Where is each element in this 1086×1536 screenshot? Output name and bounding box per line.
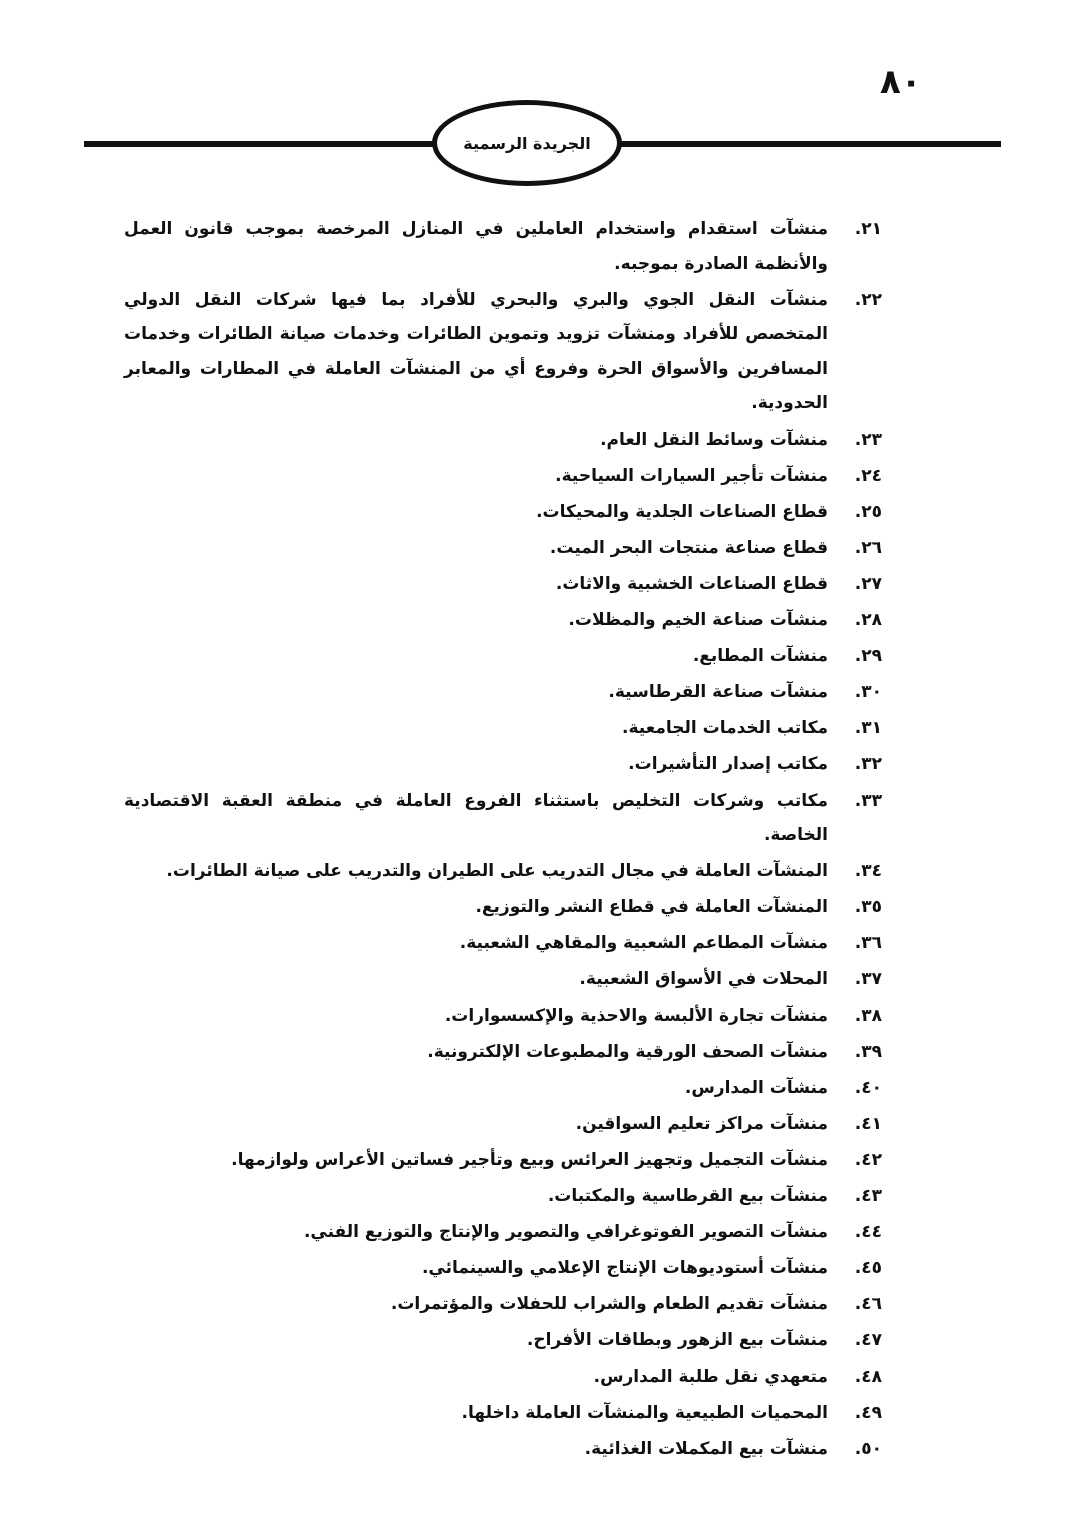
item-text: قطاع صناعة منتجات البحر الميت. — [549, 537, 828, 558]
item-text: منشآت التجميل وتجهيز العرائس وبيع وتأجير فساتين الأعراس ولوازمها. — [231, 1149, 828, 1170]
item-text: مكاتب إصدار التأشيرات. — [628, 754, 828, 775]
list-item — [120, 962, 890, 997]
item-text: المحلات في الأسواق الشعبية. — [579, 969, 828, 990]
item-number: ٢٧. — [854, 573, 882, 594]
item-number: ٤٢. — [854, 1149, 882, 1170]
item-text: منشآت صناعة القرطاسية. — [608, 682, 828, 703]
list-item — [120, 1251, 890, 1286]
list-item — [120, 639, 890, 674]
list-item — [120, 1071, 890, 1106]
list-item — [120, 283, 890, 421]
item-number: ٤١. — [854, 1113, 882, 1134]
item-text: منشآت بيع الزهور وبطاقات الأفراح. — [526, 1330, 828, 1351]
item-text: منشآت مراكز تعليم السواقين. — [575, 1113, 828, 1134]
item-number: ٢٦. — [854, 537, 882, 558]
item-text: منشآت وسائط النقل العام. — [600, 429, 828, 450]
list-item — [120, 854, 890, 889]
item-number: ٤٧. — [854, 1330, 882, 1351]
item-number: ٢٨. — [854, 610, 882, 631]
list-item — [120, 1360, 890, 1395]
item-number: ٣٩. — [854, 1041, 882, 1062]
list-item — [120, 1179, 890, 1214]
item-number: ٣٨. — [854, 1005, 882, 1026]
item-number: ٤٩. — [854, 1402, 882, 1423]
item-number: ٢٣. — [854, 429, 882, 450]
list-item — [120, 603, 890, 638]
item-number: ٣١. — [854, 718, 882, 739]
list-item — [120, 1323, 890, 1358]
item-text: منشآت المطابع. — [692, 646, 828, 667]
item-text: مكاتب الخدمات الجامعية. — [622, 718, 828, 739]
item-text: منشآت التصوير الفوتوغرافي والتصوير والإنتاج والتوزيع الفني. — [303, 1222, 828, 1243]
list-item — [120, 459, 890, 494]
list-item — [120, 1287, 890, 1322]
item-text: منشآت بيع المكملات الغذائية. — [584, 1438, 828, 1459]
item-number: ٣٠. — [854, 682, 882, 703]
list-item — [120, 212, 890, 281]
item-text: متعهدي نقل طلبة المدارس. — [593, 1366, 828, 1387]
item-number: ٥٠. — [854, 1438, 882, 1459]
item-number: ٤٦. — [854, 1294, 882, 1315]
item-text: منشآت المطاعم الشعبية والمقاهي الشعبية. — [459, 933, 828, 954]
list-item — [120, 423, 890, 458]
item-number: ٣٥. — [854, 897, 882, 918]
item-number: ٣٤. — [854, 861, 882, 882]
item-text: منشآت المدارس. — [684, 1077, 828, 1098]
item-text: قطاع الصناعات الخشبية والاثاث. — [555, 573, 828, 594]
list-item — [120, 1396, 890, 1431]
item-number: ٢١. — [854, 219, 882, 239]
item-text: منشآت بيع القرطاسية والمكتبات. — [547, 1186, 828, 1207]
list-item — [120, 1107, 890, 1142]
item-number: ٤٨. — [854, 1366, 882, 1387]
gazette-title: الجريدة الرسمية — [463, 133, 591, 153]
item-text: منشآت صناعة الخيم والمظلات. — [568, 610, 828, 631]
item-number: ٤٠. — [854, 1077, 882, 1098]
list-item — [120, 567, 890, 602]
item-text: منشآت تقديم الطعام والشراب للحفلات والمؤتمرات. — [390, 1294, 828, 1315]
item-text: منشآت استقدام واستخدام العاملين في المنازل المرخصة بموجب قانون العمل والأنظمة الصادرة بموجبه. — [124, 219, 828, 274]
header-oval — [432, 100, 622, 186]
item-number: ٢٩. — [854, 646, 882, 667]
item-text: قطاع الصناعات الجلدية والمحيكات. — [536, 501, 828, 522]
list-item — [120, 1432, 890, 1467]
item-text: المنشآت العاملة في قطاع النشر والتوزيع. — [475, 897, 828, 918]
item-number: ٢٥. — [854, 501, 882, 522]
item-text: منشآت أستوديوهات الإنتاج الإعلامي والسينمائي. — [421, 1258, 828, 1279]
list-item — [120, 747, 890, 782]
item-text: المحميات الطبيعية والمنشآت العاملة داخلها. — [461, 1402, 828, 1423]
item-text: منشآت الصحف الورقية والمطبوعات الإلكترونية. — [427, 1041, 828, 1062]
item-number: ٣٦. — [854, 933, 882, 954]
item-number: ٤٤. — [854, 1222, 882, 1243]
item-text: منشآت تجارة الألبسة والاحذية والإكسسوارات. — [444, 1005, 828, 1026]
item-text: مكاتب وشركات التخليص باستثناء الفروع العاملة في منطقة العقبة الاقتصادية الخاصة. — [124, 790, 828, 846]
item-number: ٢٢. — [854, 289, 882, 310]
list-item — [120, 1035, 890, 1070]
list-item — [120, 495, 890, 530]
establishments-list — [120, 212, 890, 1468]
item-text: المنشآت العاملة في مجال التدريب على الطيران والتدريب على صيانة الطائرات. — [166, 861, 828, 882]
item-number: ٣٢. — [854, 754, 882, 775]
item-number: ٤٣. — [854, 1186, 882, 1207]
list-item — [120, 675, 890, 710]
item-number: ٣٧. — [854, 969, 882, 990]
item-text: منشآت النقل الجوي والبري والبحري للأفراد بما فيها شركات النقل الدولي المتخصص للأفراد ومنشآت تزويد وتموين الطائرات وخدمات صيانة الطائرات وخدمات المسافرين والأسواق الحرة وفروع أي من المنشآت العاملة في المطارات والمعابر الحدودية. — [124, 289, 828, 414]
list-item — [120, 784, 890, 853]
list-item — [120, 1215, 890, 1250]
item-number: ٢٤. — [854, 465, 882, 486]
list-item — [120, 1143, 890, 1178]
list-item — [120, 999, 890, 1034]
list-item — [120, 890, 890, 925]
list-item — [120, 531, 890, 566]
page-number: ٨٠ — [880, 62, 922, 102]
list-item — [120, 926, 890, 961]
list-item — [120, 711, 890, 746]
item-number: ٤٥. — [854, 1258, 882, 1279]
item-number: ٣٣. — [854, 790, 882, 811]
item-text: منشآت تأجير السيارات السياحية. — [555, 465, 828, 486]
